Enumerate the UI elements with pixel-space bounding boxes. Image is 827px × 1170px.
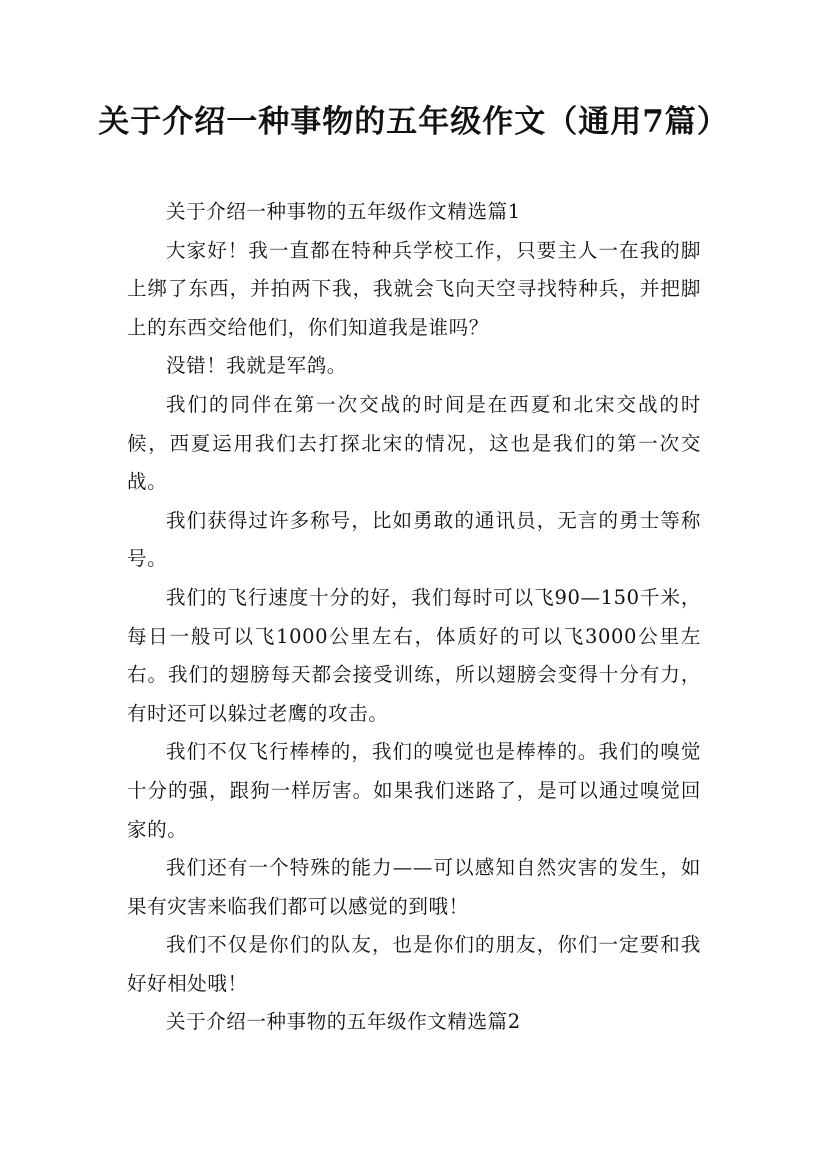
paragraph: 我们还有一个特殊的能力——可以感知自然灾害的发生，如果有灾害来临我们都可以感觉的到哦！	[127, 856, 701, 918]
paragraph: 我们的飞行速度十分的好，我们每时可以飞90—150千米，每日一般可以飞1000公里左右，体质好的可以飞3000公里左右。我们的翅膀每天都会接受训练，所以翅膀会变得十分有力，有时还可以躲过老鹰的攻击。	[127, 585, 701, 725]
paragraph: 没错！我就是军鸽。	[166, 354, 347, 378]
paragraph: 我们获得过许多称号，比如勇敢的通讯员，无言的勇士等称号。	[127, 508, 701, 571]
paragraph: 大家好！我一直都在特种兵学校工作，只要主人一在我的脚上绑了东西，并拍两下我，我就会飞向天空寻找特种兵，并把脚上的东西交给他们，你们知道我是谁吗？	[127, 238, 701, 339]
document-title: 关于介绍一种事物的五年级作文（通用7篇）	[98, 104, 729, 140]
document-body	[127, 193, 701, 1042]
paragraph: 我们不仅飞行棒棒的，我们的嗅觉也是棒棒的。我们的嗅觉十分的强，跟狗一样厉害。如果我们迷路了，是可以通过嗅觉回家的。	[127, 740, 701, 841]
section-heading-2: 关于介绍一种事物的五年级作文精选篇2	[166, 1010, 521, 1034]
paragraph: 我们的同伴在第一次交战的时间是在西夏和北宋交战的时候，西夏运用我们去打探北宋的情况，这也是我们的第一次交战。	[127, 392, 701, 494]
section-heading-1: 关于介绍一种事物的五年级作文精选篇1	[166, 200, 521, 223]
paragraph: 我们不仅是你们的队友，也是你们的朋友，你们一定要和我好好相处哦！	[127, 933, 701, 995]
